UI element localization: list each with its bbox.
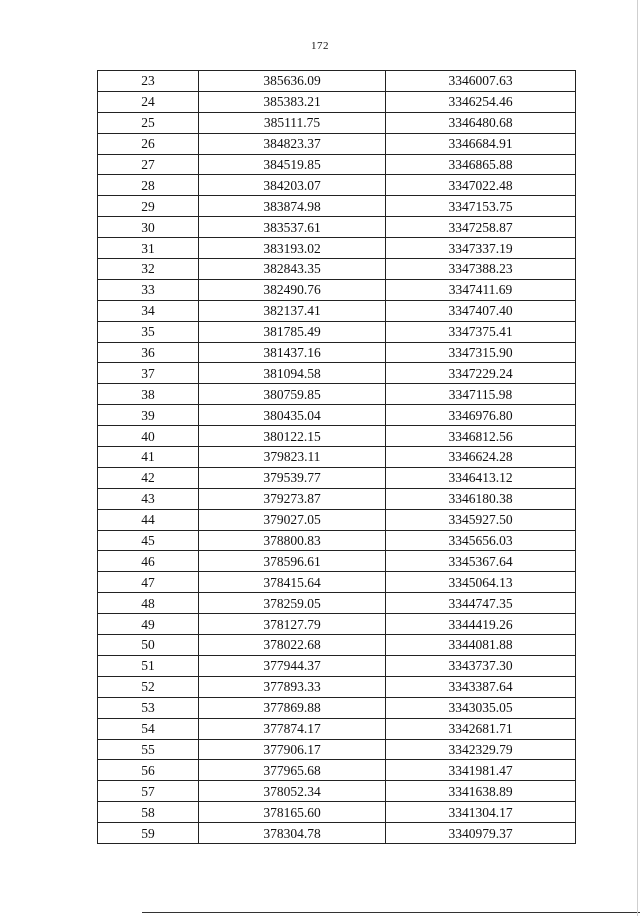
table-row: [98, 655, 576, 676]
x-coordinate-cell: 384203.07: [199, 175, 386, 196]
point-number-cell: 29: [98, 196, 199, 217]
table-row: [98, 426, 576, 447]
y-coordinate-cell: 3347258.87: [386, 217, 576, 238]
table-row: [98, 551, 576, 572]
table-row: [98, 405, 576, 426]
table-row: [98, 175, 576, 196]
y-coordinate-cell: 3346624.28: [386, 447, 576, 468]
point-number-cell: 55: [98, 739, 199, 760]
table-row: [98, 300, 576, 321]
point-number-cell: 54: [98, 718, 199, 739]
point-number-cell: 33: [98, 279, 199, 300]
table-row: [98, 676, 576, 697]
x-coordinate-cell: 381094.58: [199, 363, 386, 384]
x-coordinate-cell: 377874.17: [199, 718, 386, 739]
y-coordinate-cell: 3346007.63: [386, 71, 576, 92]
table-row: [98, 279, 576, 300]
x-coordinate-cell: 378800.83: [199, 530, 386, 551]
x-coordinate-cell: 380122.15: [199, 426, 386, 447]
x-coordinate-cell: 377869.88: [199, 697, 386, 718]
y-coordinate-cell: 3341638.89: [386, 781, 576, 802]
y-coordinate-cell: 3343737.30: [386, 655, 576, 676]
point-number-cell: 38: [98, 384, 199, 405]
x-coordinate-cell: 377965.68: [199, 760, 386, 781]
table-row: [98, 342, 576, 363]
point-number-cell: 51: [98, 655, 199, 676]
y-coordinate-cell: 3347407.40: [386, 300, 576, 321]
y-coordinate-cell: 3342329.79: [386, 739, 576, 760]
point-number-cell: 50: [98, 635, 199, 656]
page-number: 172: [311, 40, 329, 52]
y-coordinate-cell: 3346480.68: [386, 112, 576, 133]
table-row: [98, 593, 576, 614]
point-number-cell: 58: [98, 802, 199, 823]
x-coordinate-cell: 385383.21: [199, 91, 386, 112]
point-number-cell: 35: [98, 321, 199, 342]
point-number-cell: 26: [98, 133, 199, 154]
table-row: [98, 384, 576, 405]
table-row: [98, 718, 576, 739]
y-coordinate-cell: 3347337.19: [386, 238, 576, 259]
table-row: [98, 572, 576, 593]
table-row: [98, 363, 576, 384]
x-coordinate-cell: 381437.16: [199, 342, 386, 363]
point-number-cell: 42: [98, 467, 199, 488]
point-number-cell: 48: [98, 593, 199, 614]
table-row: [98, 447, 576, 468]
y-coordinate-cell: 3340979.37: [386, 823, 576, 844]
point-number-cell: 47: [98, 572, 199, 593]
y-coordinate-cell: 3342681.71: [386, 718, 576, 739]
point-number-cell: 40: [98, 426, 199, 447]
point-number-cell: 53: [98, 697, 199, 718]
y-coordinate-cell: 3345656.03: [386, 530, 576, 551]
point-number-cell: 46: [98, 551, 199, 572]
x-coordinate-cell: 383193.02: [199, 238, 386, 259]
x-coordinate-cell: 384823.37: [199, 133, 386, 154]
table-row: [98, 802, 576, 823]
table-row: [98, 781, 576, 802]
point-number-cell: 52: [98, 676, 199, 697]
y-coordinate-cell: 3347375.41: [386, 321, 576, 342]
x-coordinate-cell: 377906.17: [199, 739, 386, 760]
x-coordinate-cell: 384519.85: [199, 154, 386, 175]
y-coordinate-cell: 3344081.88: [386, 635, 576, 656]
table-row: [98, 133, 576, 154]
x-coordinate-cell: 385636.09: [199, 71, 386, 92]
x-coordinate-cell: 378052.34: [199, 781, 386, 802]
table-row: [98, 467, 576, 488]
point-number-cell: 25: [98, 112, 199, 133]
table-row: [98, 739, 576, 760]
point-number-cell: 56: [98, 760, 199, 781]
x-coordinate-cell: 378127.79: [199, 614, 386, 635]
point-number-cell: 39: [98, 405, 199, 426]
table-row: [98, 259, 576, 280]
y-coordinate-cell: 3341304.17: [386, 802, 576, 823]
x-coordinate-cell: 382490.76: [199, 279, 386, 300]
table-row: [98, 112, 576, 133]
table-row: [98, 196, 576, 217]
coordinate-table-body: [98, 71, 576, 844]
table-row: [98, 635, 576, 656]
table-row: [98, 238, 576, 259]
point-number-cell: 30: [98, 217, 199, 238]
table-row: [98, 154, 576, 175]
x-coordinate-cell: 378259.05: [199, 593, 386, 614]
y-coordinate-cell: 3345064.13: [386, 572, 576, 593]
y-coordinate-cell: 3346254.46: [386, 91, 576, 112]
x-coordinate-cell: 383874.98: [199, 196, 386, 217]
point-number-cell: 43: [98, 488, 199, 509]
y-coordinate-cell: 3346812.56: [386, 426, 576, 447]
x-coordinate-cell: 378304.78: [199, 823, 386, 844]
y-coordinate-cell: 3346976.80: [386, 405, 576, 426]
y-coordinate-cell: 3341981.47: [386, 760, 576, 781]
point-number-cell: 37: [98, 363, 199, 384]
point-number-cell: 45: [98, 530, 199, 551]
y-coordinate-cell: 3347229.24: [386, 363, 576, 384]
point-number-cell: 23: [98, 71, 199, 92]
point-number-cell: 36: [98, 342, 199, 363]
y-coordinate-cell: 3343387.64: [386, 676, 576, 697]
coordinate-table: [97, 70, 576, 844]
y-coordinate-cell: 3343035.05: [386, 697, 576, 718]
point-number-cell: 49: [98, 614, 199, 635]
x-coordinate-cell: 382843.35: [199, 259, 386, 280]
point-number-cell: 32: [98, 259, 199, 280]
y-coordinate-cell: 3346865.88: [386, 154, 576, 175]
x-coordinate-cell: 379539.77: [199, 467, 386, 488]
page-edge: [637, 0, 638, 916]
x-coordinate-cell: 377944.37: [199, 655, 386, 676]
x-coordinate-cell: 380759.85: [199, 384, 386, 405]
point-number-cell: 28: [98, 175, 199, 196]
table-row: [98, 530, 576, 551]
y-coordinate-cell: 3346684.91: [386, 133, 576, 154]
table-row: [98, 760, 576, 781]
y-coordinate-cell: 3345367.64: [386, 551, 576, 572]
x-coordinate-cell: 379027.05: [199, 509, 386, 530]
x-coordinate-cell: 379823.11: [199, 447, 386, 468]
point-number-cell: 31: [98, 238, 199, 259]
x-coordinate-cell: 382137.41: [199, 300, 386, 321]
point-number-cell: 59: [98, 823, 199, 844]
point-number-cell: 34: [98, 300, 199, 321]
table-row: [98, 321, 576, 342]
table-row: [98, 71, 576, 92]
table-row: [98, 91, 576, 112]
table-row: [98, 823, 576, 844]
y-coordinate-cell: 3347022.48: [386, 175, 576, 196]
x-coordinate-cell: 378022.68: [199, 635, 386, 656]
x-coordinate-cell: 378165.60: [199, 802, 386, 823]
y-coordinate-cell: 3347153.75: [386, 196, 576, 217]
x-coordinate-cell: 381785.49: [199, 321, 386, 342]
x-coordinate-cell: 377893.33: [199, 676, 386, 697]
table-row: [98, 697, 576, 718]
x-coordinate-cell: 378596.61: [199, 551, 386, 572]
table-row: [98, 509, 576, 530]
x-coordinate-cell: 378415.64: [199, 572, 386, 593]
x-coordinate-cell: 385111.75: [199, 112, 386, 133]
y-coordinate-cell: 3347115.98: [386, 384, 576, 405]
point-number-cell: 57: [98, 781, 199, 802]
table-row: [98, 217, 576, 238]
table-row: [98, 488, 576, 509]
y-coordinate-cell: 3347388.23: [386, 259, 576, 280]
y-coordinate-cell: 3346413.12: [386, 467, 576, 488]
point-number-cell: 41: [98, 447, 199, 468]
table-row: [98, 614, 576, 635]
y-coordinate-cell: 3345927.50: [386, 509, 576, 530]
x-coordinate-cell: 383537.61: [199, 217, 386, 238]
x-coordinate-cell: 379273.87: [199, 488, 386, 509]
x-coordinate-cell: 380435.04: [199, 405, 386, 426]
y-coordinate-cell: 3347411.69: [386, 279, 576, 300]
y-coordinate-cell: 3347315.90: [386, 342, 576, 363]
point-number-cell: 27: [98, 154, 199, 175]
point-number-cell: 44: [98, 509, 199, 530]
y-coordinate-cell: 3346180.38: [386, 488, 576, 509]
y-coordinate-cell: 3344747.35: [386, 593, 576, 614]
bottom-rule: [142, 912, 640, 913]
y-coordinate-cell: 3344419.26: [386, 614, 576, 635]
point-number-cell: 24: [98, 91, 199, 112]
